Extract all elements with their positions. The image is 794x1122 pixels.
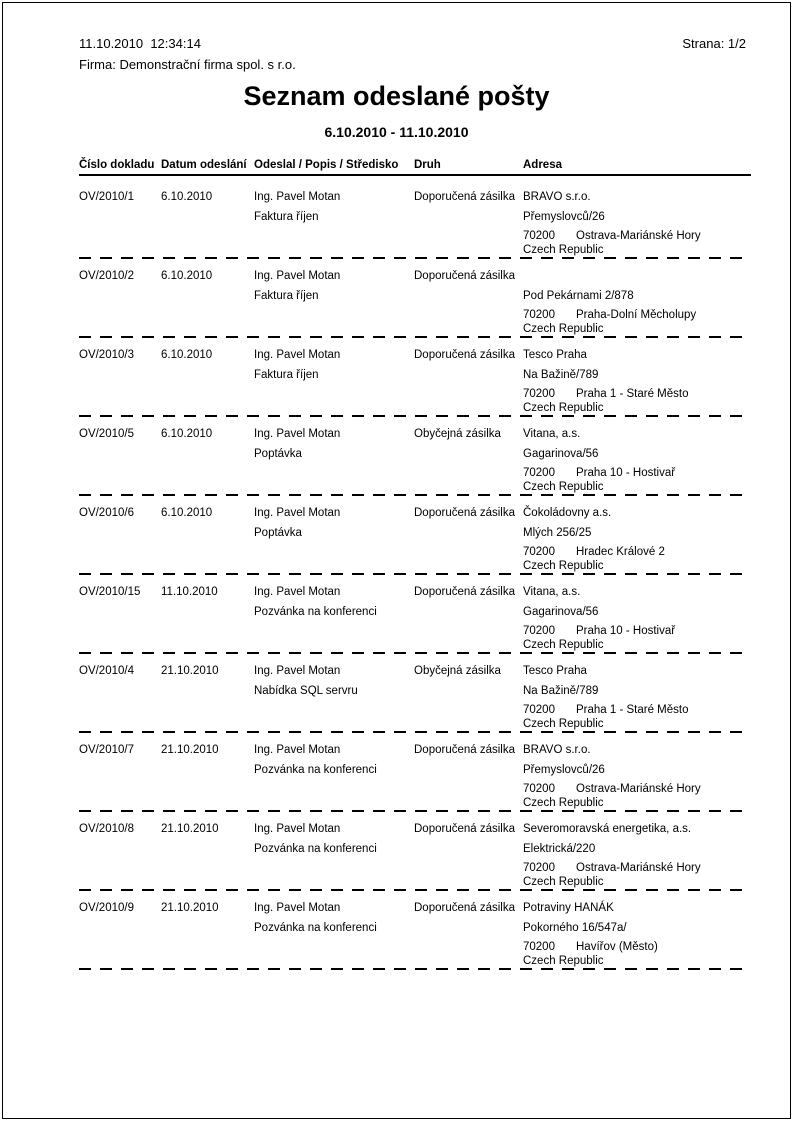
cell-type <box>414 428 523 494</box>
cell-send-date <box>161 507 254 573</box>
col-header-type: Druh <box>414 159 441 171</box>
cell-type <box>414 665 523 731</box>
cell-doc-number <box>79 270 161 336</box>
sender-name: Ing. Pavel Motan <box>254 902 341 914</box>
cell-send-date <box>161 270 254 336</box>
address-zip-city <box>523 230 751 244</box>
table-header <box>79 157 751 176</box>
address-street: Mlých 256/25 <box>523 527 592 539</box>
table-row <box>79 733 751 812</box>
address-city: Ostrava-Mariánské Hory <box>576 862 701 874</box>
row-cells <box>79 744 751 810</box>
cell-type <box>414 270 523 336</box>
table-row <box>79 496 751 575</box>
address-city: Praha 10 - Hostivař <box>576 625 676 637</box>
address-zip-city <box>523 467 751 481</box>
cell-sender-desc <box>254 270 414 336</box>
description: Faktura říjen <box>254 290 319 302</box>
description: Faktura říjen <box>254 369 319 381</box>
address-name: Severomoravská energetika, a.s. <box>523 823 692 835</box>
address-country: Czech Republic <box>523 955 604 967</box>
row-cells <box>79 349 751 415</box>
cell-sender-desc <box>254 823 414 889</box>
description: Pozvánka na konferenci <box>254 843 377 855</box>
sender-name: Ing. Pavel Motan <box>254 191 341 203</box>
address-street: Elektrická/220 <box>523 843 596 855</box>
address-zip: 70200 <box>523 862 555 874</box>
description: Pozvánka na konferenci <box>254 764 377 776</box>
cell-address <box>523 507 751 573</box>
address-street: Přemyslovců/26 <box>523 764 605 776</box>
address-zip: 70200 <box>523 467 555 479</box>
send-date: 6.10.2010 <box>161 191 213 203</box>
send-date: 6.10.2010 <box>161 428 213 440</box>
table-body <box>79 176 751 970</box>
send-date: 21.10.2010 <box>161 744 219 756</box>
mail-type: Doporučená zásilka <box>414 270 516 282</box>
address-country: Czech Republic <box>523 244 604 256</box>
table-row <box>79 180 751 259</box>
cell-address <box>523 270 751 336</box>
cell-doc-number <box>79 191 161 257</box>
address-zip-city <box>523 783 751 797</box>
address-name <box>523 270 751 290</box>
sender-name: Ing. Pavel Motan <box>254 586 341 598</box>
sender-name: Ing. Pavel Motan <box>254 744 341 756</box>
table-row <box>79 417 751 496</box>
address-zip-city <box>523 309 751 323</box>
send-date: 11.10.2010 <box>161 586 218 598</box>
address-zip: 70200 <box>523 783 555 795</box>
sender-name: Ing. Pavel Motan <box>254 507 341 519</box>
address-country: Czech Republic <box>523 402 604 414</box>
cell-address <box>523 191 751 257</box>
address-city: Ostrava-Mariánské Hory <box>576 230 701 242</box>
sender-name: Ing. Pavel Motan <box>254 349 341 361</box>
address-country: Czech Republic <box>523 481 604 493</box>
address-zip: 70200 <box>523 704 555 716</box>
report-datetime: 11.10.2010 12:34:14 <box>79 36 201 51</box>
cell-sender-desc <box>254 349 414 415</box>
cell-doc-number <box>79 665 161 731</box>
company-line: Firma: Demonstrační firma spol. s r.o. <box>79 57 296 72</box>
mail-type: Doporučená zásilka <box>414 349 516 361</box>
address-zip-city <box>523 941 751 955</box>
cell-address <box>523 902 751 968</box>
cell-address <box>523 428 751 494</box>
report-title: Seznam odeslané pošty <box>243 81 550 111</box>
cell-send-date <box>161 586 254 652</box>
cell-doc-number <box>79 507 161 573</box>
mail-type: Obyčejná zásilka <box>414 428 501 440</box>
address-zip: 70200 <box>523 230 555 242</box>
address-street: Gagarinova/56 <box>523 606 599 618</box>
address-name: Potraviny HANÁK <box>523 902 614 914</box>
page-number: Strana: 1/2 <box>682 36 746 51</box>
table-row <box>79 891 751 970</box>
cell-type <box>414 191 523 257</box>
cell-sender-desc <box>254 902 414 968</box>
description: Poptávka <box>254 448 302 460</box>
address-country: Czech Republic <box>523 718 604 730</box>
cell-address <box>523 586 751 652</box>
address-zip: 70200 <box>523 625 555 637</box>
row-cells <box>79 665 751 731</box>
cell-send-date <box>161 428 254 494</box>
cell-sender-desc <box>254 191 414 257</box>
description: Nabídka SQL servru <box>254 685 358 697</box>
address-city: Praha 1 - Staré Město <box>576 388 689 400</box>
address-name: Tesco Praha <box>523 665 587 677</box>
col-header-send-date: Datum odeslání <box>161 159 247 171</box>
address-street: Přemyslovců/26 <box>523 211 605 223</box>
cell-type <box>414 744 523 810</box>
address-city: Ostrava-Mariánské Hory <box>576 783 701 795</box>
cell-doc-number <box>79 349 161 415</box>
address-city: Praha-Dolní Měcholupy <box>576 309 697 321</box>
row-cells <box>79 823 751 889</box>
mail-type: Doporučená zásilka <box>414 586 516 598</box>
address-name: Tesco Praha <box>523 349 587 361</box>
cell-sender-desc <box>254 428 414 494</box>
address-street: Pod Pekárnami 2/878 <box>523 290 634 302</box>
address-country: Czech Republic <box>523 797 604 809</box>
address-country: Czech Republic <box>523 560 604 572</box>
row-cells <box>79 586 751 652</box>
description: Pozvánka na konferenci <box>254 922 377 934</box>
cell-send-date <box>161 823 254 889</box>
address-zip-city <box>523 388 751 402</box>
cell-doc-number <box>79 902 161 968</box>
address-name: BRAVO s.r.o. <box>523 191 591 203</box>
address-zip-city <box>523 862 751 876</box>
table-row <box>79 654 751 733</box>
cell-type <box>414 349 523 415</box>
address-city: Praha 1 - Staré Město <box>576 704 689 716</box>
description: Faktura říjen <box>254 211 319 223</box>
doc-number: OV/2010/6 <box>79 507 134 519</box>
cell-sender-desc <box>254 507 414 573</box>
address-city: Hradec Králové 2 <box>576 546 665 558</box>
address-zip: 70200 <box>523 546 555 558</box>
cell-sender-desc <box>254 744 414 810</box>
cell-doc-number <box>79 428 161 494</box>
doc-number: OV/2010/1 <box>79 191 134 203</box>
send-date: 21.10.2010 <box>161 665 219 677</box>
send-date: 6.10.2010 <box>161 507 213 519</box>
col-header-sender-desc: Odeslal / Popis / Středisko <box>254 159 399 171</box>
cell-send-date <box>161 349 254 415</box>
send-date: 6.10.2010 <box>161 349 213 361</box>
address-name: BRAVO s.r.o. <box>523 744 591 756</box>
cell-address <box>523 665 751 731</box>
table-row <box>79 812 751 891</box>
cell-send-date <box>161 902 254 968</box>
send-date: 21.10.2010 <box>161 823 219 835</box>
cell-send-date <box>161 744 254 810</box>
address-zip-city <box>523 704 751 718</box>
doc-number: OV/2010/15 <box>79 586 141 598</box>
cell-send-date <box>161 191 254 257</box>
sent-mail-table <box>79 157 751 970</box>
address-name: Vitana, a.s. <box>523 428 581 440</box>
address-zip: 70200 <box>523 388 555 400</box>
sender-name: Ing. Pavel Motan <box>254 665 341 677</box>
address-name: Vitana, a.s. <box>523 586 581 598</box>
doc-number: OV/2010/3 <box>79 349 134 361</box>
cell-type <box>414 507 523 573</box>
report-header-row <box>79 36 746 51</box>
sender-name: Ing. Pavel Motan <box>254 823 341 835</box>
description: Pozvánka na konferenci <box>254 606 377 618</box>
send-date: 6.10.2010 <box>161 270 213 282</box>
address-country: Czech Republic <box>523 639 604 651</box>
cell-sender-desc <box>254 586 414 652</box>
send-date: 21.10.2010 <box>161 902 219 914</box>
cell-send-date <box>161 665 254 731</box>
table-row <box>79 259 751 338</box>
mail-type: Doporučená zásilka <box>414 744 516 756</box>
mail-type: Obyčejná zásilka <box>414 665 501 677</box>
address-zip: 70200 <box>523 309 555 321</box>
doc-number: OV/2010/5 <box>79 428 134 440</box>
row-cells <box>79 191 751 257</box>
doc-number: OV/2010/2 <box>79 270 134 282</box>
cell-doc-number <box>79 586 161 652</box>
col-header-address: Adresa <box>523 159 562 171</box>
doc-number: OV/2010/4 <box>79 665 134 677</box>
row-cells <box>79 507 751 573</box>
address-country: Czech Republic <box>523 876 604 888</box>
cell-type <box>414 902 523 968</box>
cell-address <box>523 349 751 415</box>
row-separator-line <box>79 968 751 970</box>
address-street: Gagarinova/56 <box>523 448 599 460</box>
cell-sender-desc <box>254 665 414 731</box>
table-row <box>79 575 751 654</box>
address-street: Na Bažině/789 <box>523 685 599 697</box>
address-street: Na Bažině/789 <box>523 369 599 381</box>
cell-type <box>414 823 523 889</box>
col-header-doc-number: Číslo dokladu <box>79 159 155 171</box>
address-zip: 70200 <box>523 941 555 953</box>
doc-number: OV/2010/8 <box>79 823 134 835</box>
address-city: Havířov (Město) <box>576 941 658 953</box>
mail-type: Doporučená zásilka <box>414 507 516 519</box>
cell-type <box>414 586 523 652</box>
cell-doc-number <box>79 823 161 889</box>
address-zip-city <box>523 625 751 639</box>
row-cells <box>79 902 751 968</box>
sender-name: Ing. Pavel Motan <box>254 428 341 440</box>
address-city: Praha 10 - Hostivař <box>576 467 676 479</box>
address-street: Pokorného 16/547a/ <box>523 922 627 934</box>
report-date-range: 6.10.2010 - 11.10.2010 <box>324 124 469 140</box>
sender-name: Ing. Pavel Motan <box>254 270 341 282</box>
mail-type: Doporučená zásilka <box>414 902 516 914</box>
table-row <box>79 338 751 417</box>
doc-number: OV/2010/9 <box>79 902 134 914</box>
cell-address <box>523 744 751 810</box>
description: Poptávka <box>254 527 302 539</box>
address-country: Czech Republic <box>523 323 604 335</box>
report-page <box>2 2 791 1119</box>
row-cells <box>79 428 751 494</box>
mail-type: Doporučená zásilka <box>414 191 516 203</box>
address-name: Čokoládovny a.s. <box>523 507 612 519</box>
mail-type: Doporučená zásilka <box>414 823 516 835</box>
row-cells <box>79 270 751 336</box>
cell-doc-number <box>79 744 161 810</box>
address-zip-city <box>523 546 751 560</box>
doc-number: OV/2010/7 <box>79 744 134 756</box>
cell-address <box>523 823 751 889</box>
